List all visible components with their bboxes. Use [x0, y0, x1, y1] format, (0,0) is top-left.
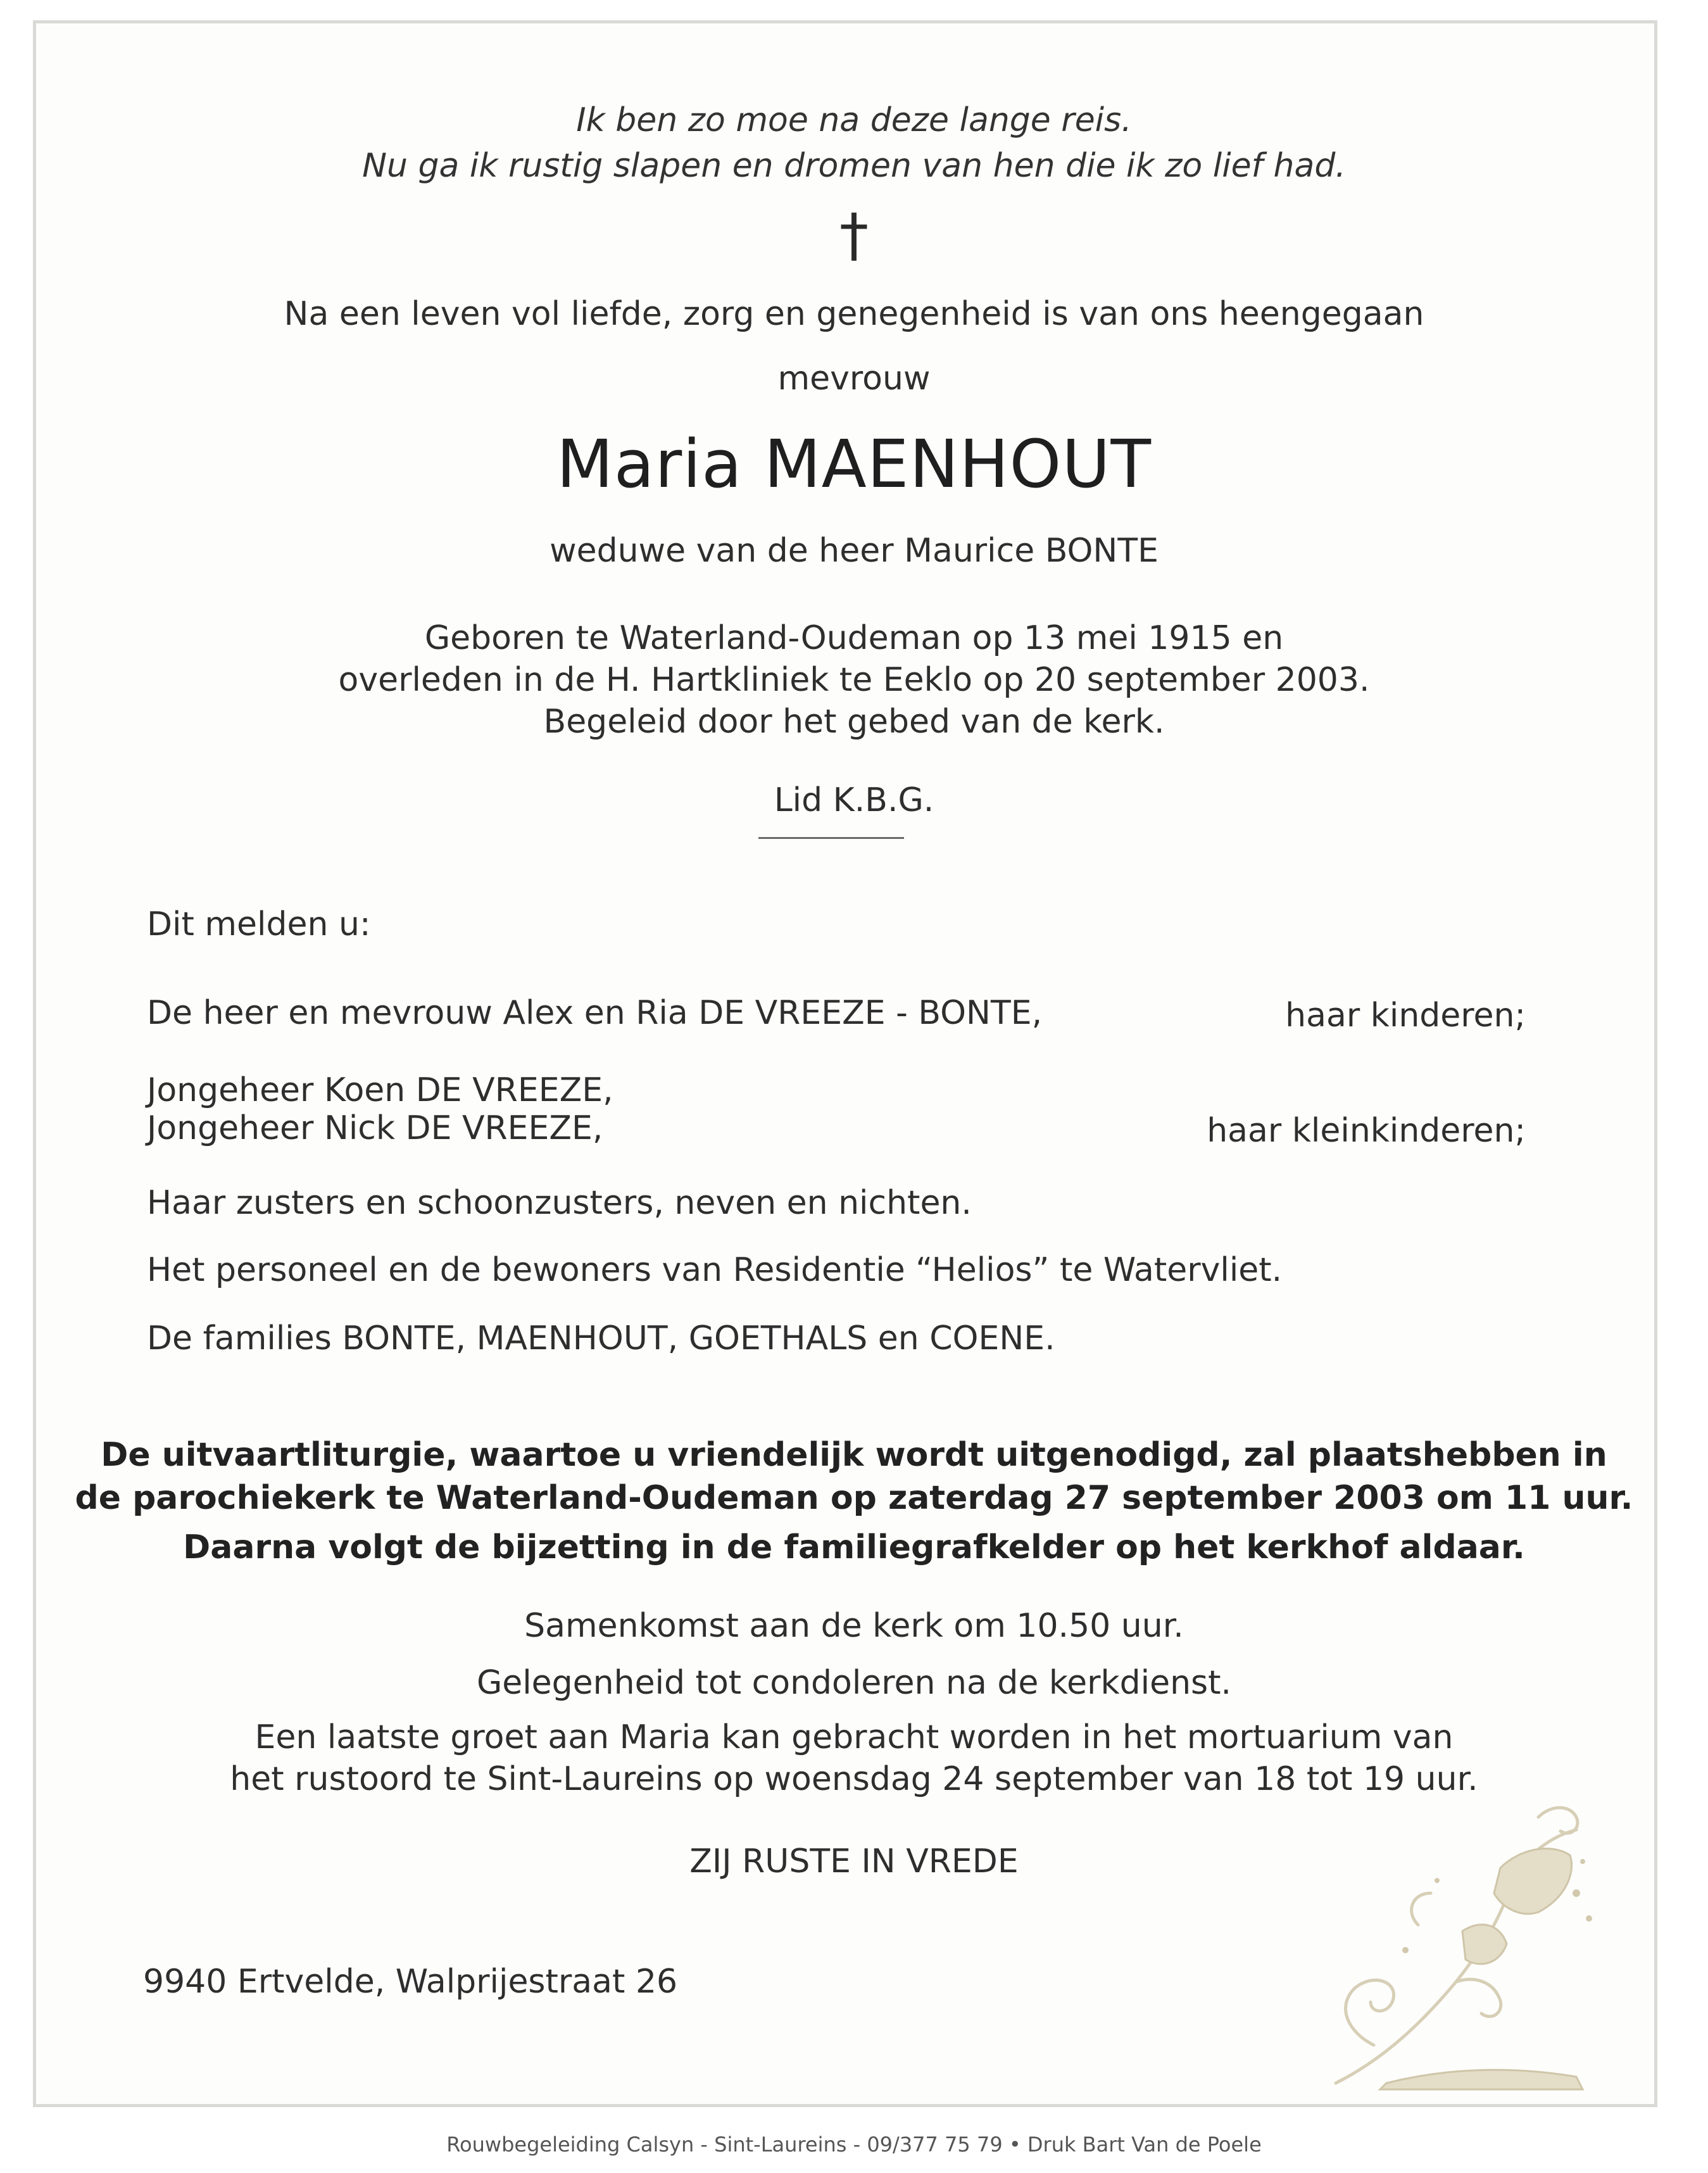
children-role: haar kinderen; [1285, 997, 1526, 1035]
gathering-text: Samenkomst aan de kerk om 10.50 uur. [524, 1607, 1184, 1645]
families-text: De families BONTE, MAENHOUT, GOETHALS en COENE. [147, 1320, 1055, 1357]
farewell-line-1: Een laatste groet aan Maria kan gebracht worden in het mortuarium van [254, 1718, 1454, 1756]
intro-text: Na een leven vol liefde, zorg en genegenheid is van ons heengegaan [284, 295, 1424, 333]
cross-symbol: † [839, 201, 869, 269]
funeral-line-3: Daarna volgt de bijzetting in de familiegrafkelder op het kerkhof aldaar. [183, 1528, 1525, 1566]
floral-ornament-icon [1310, 1792, 1608, 2096]
grandchild-1: Jongeheer Koen DE VREEZE, [147, 1071, 613, 1109]
spouse-text: weduwe van de heer Maurice BONTE [549, 532, 1159, 570]
life-line-3: Begeleid door het gebed van de kerk. [543, 703, 1165, 741]
closing-text: ZIJ RUSTE IN VREDE [689, 1842, 1019, 1880]
residence-text: Het personeel en de bewoners van Residentie “Helios” te Watervliet. [147, 1251, 1283, 1289]
poem-line-2: Nu ga ik rustig slapen en dromen van hen die ik zo lief had. [362, 147, 1346, 185]
deceased-name: Maria MAENHOUT [556, 425, 1152, 503]
life-line-2: overleden in de H. Hartkliniek te Eeklo op 20 september 2003. [338, 661, 1370, 699]
life-line-1: Geboren te Waterland-Oudeman op 13 mei 1915 en [424, 619, 1284, 657]
siblings-text: Haar zusters en schoonzusters, neven en nichten. [147, 1184, 972, 1222]
membership-text: Lid K.B.G. [774, 781, 934, 819]
condolence-text: Gelegenheid tot condoleren na de kerkdienst. [476, 1664, 1232, 1702]
grandchild-2: Jongeheer Nick DE VREEZE, [147, 1109, 603, 1147]
grandchildren-role: haar kleinkinderen; [1207, 1112, 1526, 1150]
divider-line [758, 837, 904, 839]
announce-heading: Dit melden u: [147, 905, 371, 943]
poem-line-1: Ik ben zo moe na deze lange reis. [576, 101, 1132, 139]
family-children: De heer en mevrouw Alex en Ria DE VREEZE - BONTE, [147, 994, 1043, 1032]
title-prefix: mevrouw [777, 360, 931, 398]
farewell-line-2: het rustoord te Sint-Laureins op woensdag 24 september van 18 tot 19 uur. [230, 1760, 1478, 1798]
printer-footer: Rouwbegeleiding Calsyn - Sint-Laureins - 09/377 75 79 • Druk Bart Van de Poele [446, 2132, 1262, 2157]
address-text: 9940 Ertvelde, Walprijestraat 26 [143, 1963, 678, 2001]
funeral-line-2: de parochiekerk te Waterland-Oudeman op zaterdag 27 september 2003 om 11 uur. [75, 1479, 1633, 1517]
funeral-line-1: De uitvaartliturgie, waartoe u vriendelijk wordt uitgenodigd, zal plaatshebben in [101, 1436, 1607, 1474]
